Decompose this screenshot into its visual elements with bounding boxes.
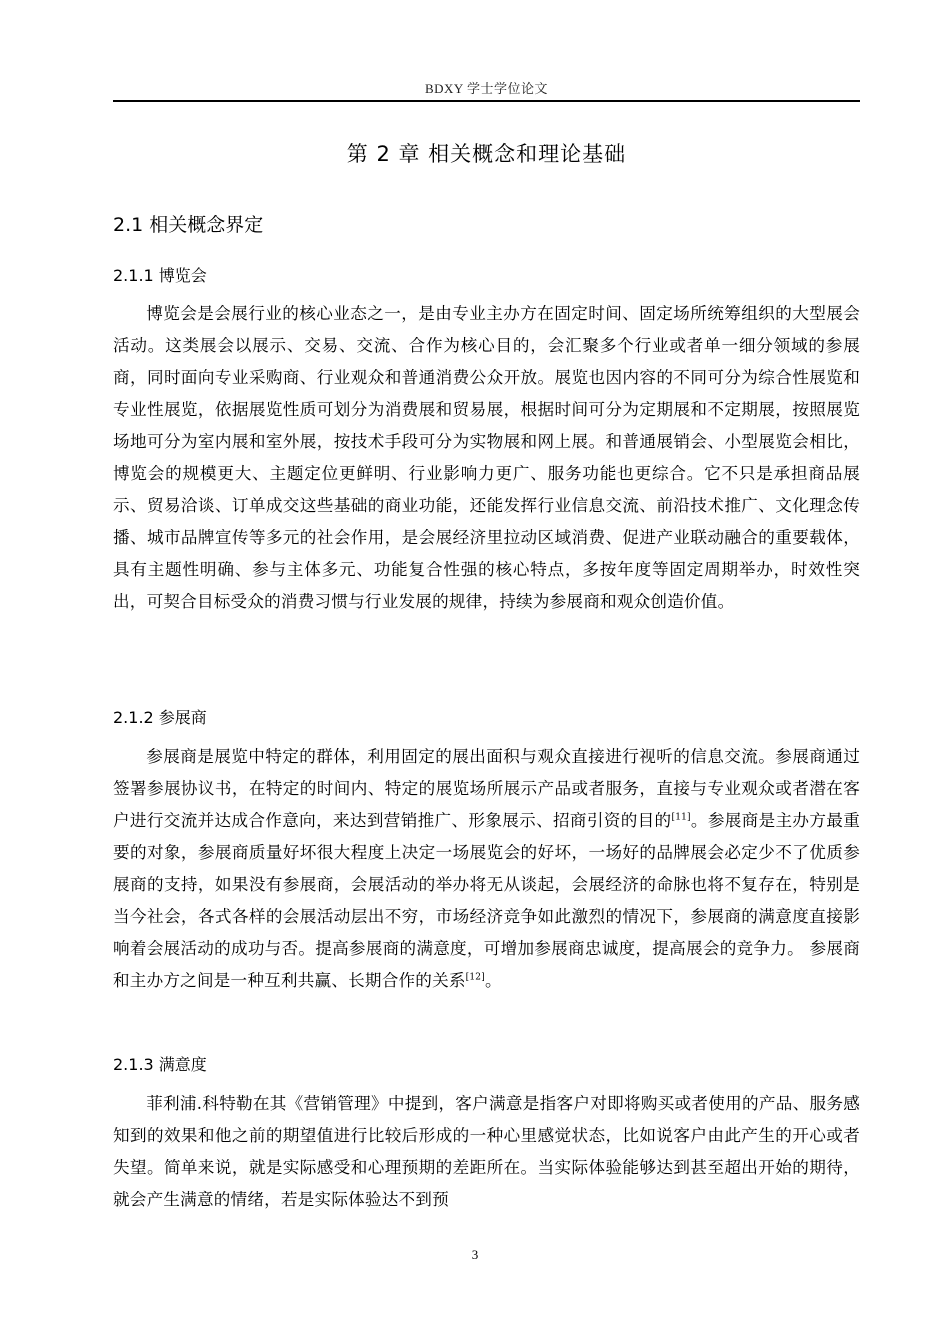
paragraph-exhibitor-part1: 参展商是展览中特定的群体，利用固定的展出面积与观众直接进行视听的信息交流。参展商通过签署参展协议书，在特定的时间内、特定的展览场所展示产品或者服务，直接与专业观众或者潜在客户进行交流并达成合作意向，来达到营销推广、形象展示、招商引资的目的 xyxy=(113,747,860,830)
subsection-title-exhibitor: 2.1.2 参展商 xyxy=(113,708,207,727)
paragraph-satisfaction: 菲利浦.科特勒在其《营销管理》中提到，客户满意是指客户对即将购买或者使用的产品、服务感知到的效果和他之前的期望值进行比较后形成的一种心里感觉状态，比如说客户由此产生的开心或者失望。简单来说，就是实际感受和心理预期的差距所在。当实际体验能够达到甚至超出开始的期待，就会产生满意的情绪，若是实际体验达不到预 xyxy=(113,1094,860,1209)
chapter-title: 第 2 章 相关概念和理论基础 xyxy=(346,142,627,166)
paragraph-exhibitor-part2: 。参展商是主办方最重要的对象，参展商质量好坏很大程度上决定一场展览会的好坏，一场好的品牌展会必定少不了优质参展商的支持，如果没有参展商，会展活动的举办将无从谈起，会展经济的命脉也将不复存在，特别是当今社会，各式各样的会展活动层出不穷，市场经济竞争如此激烈的情况下，参展商的满意度直接影响着会展活动的成功与否。提高参展商的满意度，可增加参展商忠诚度，提高展会的竞争力。 参展商和主办方之间是一种互利共赢、长期合作的关系 xyxy=(113,811,861,990)
section-title: 2.1 相关概念界定 xyxy=(113,214,264,236)
subsection-title-expo: 2.1.1 博览会 xyxy=(113,266,207,285)
paragraph-exhibitor-part3: 。 xyxy=(484,971,502,990)
citation-12: [12] xyxy=(465,972,485,983)
running-header: BDXY 学士学位论文 xyxy=(424,81,549,96)
paragraph-exhibitor xyxy=(113,741,860,997)
subsection-title-satisfaction: 2.1.3 满意度 xyxy=(113,1055,207,1074)
paragraph-expo: 博览会是会展行业的核心业态之一，是由专业主办方在固定时间、固定场所统筹组织的大型展会活动。这类展会以展示、交易、交流、合作为核心目的，会汇聚多个行业或者单一细分领域的参展商，同时面向专业采购商、行业观众和普通消费公众开放。展览也因内容的不同可分为综合性展览和专业性展览，依据展览性质可划分为消费展和贸易展，根据时间可分为定期展和不定期展，按照展览场地可分为室内展和室外展，按技术手段可分为实物展和网上展。和普通展销会、小型展览会相比，博览会的规模更大、主题定位更鲜明、行业影响力更广、服务功能也更综合。它不只是承担商品展示、贸易洽谈、订单成交这些基础的商业功能，还能发挥行业信息交流、前沿技术推广、文化理念传播、城市品牌宣传等多元的社会作用，是会展经济里拉动区域消费、促进产业联动融合的重要载体，具有主题性明确、参与主体多元、功能复合性强的核心特点，多按年度等固定周期举办，时效性突出，可契合目标受众的消费习惯与行业发展的规律，持续为参展商和观众创造价值。 xyxy=(113,304,860,611)
citation-11: [11] xyxy=(671,812,691,823)
header-rule xyxy=(113,100,860,102)
page-number: 3 xyxy=(471,1247,479,1262)
